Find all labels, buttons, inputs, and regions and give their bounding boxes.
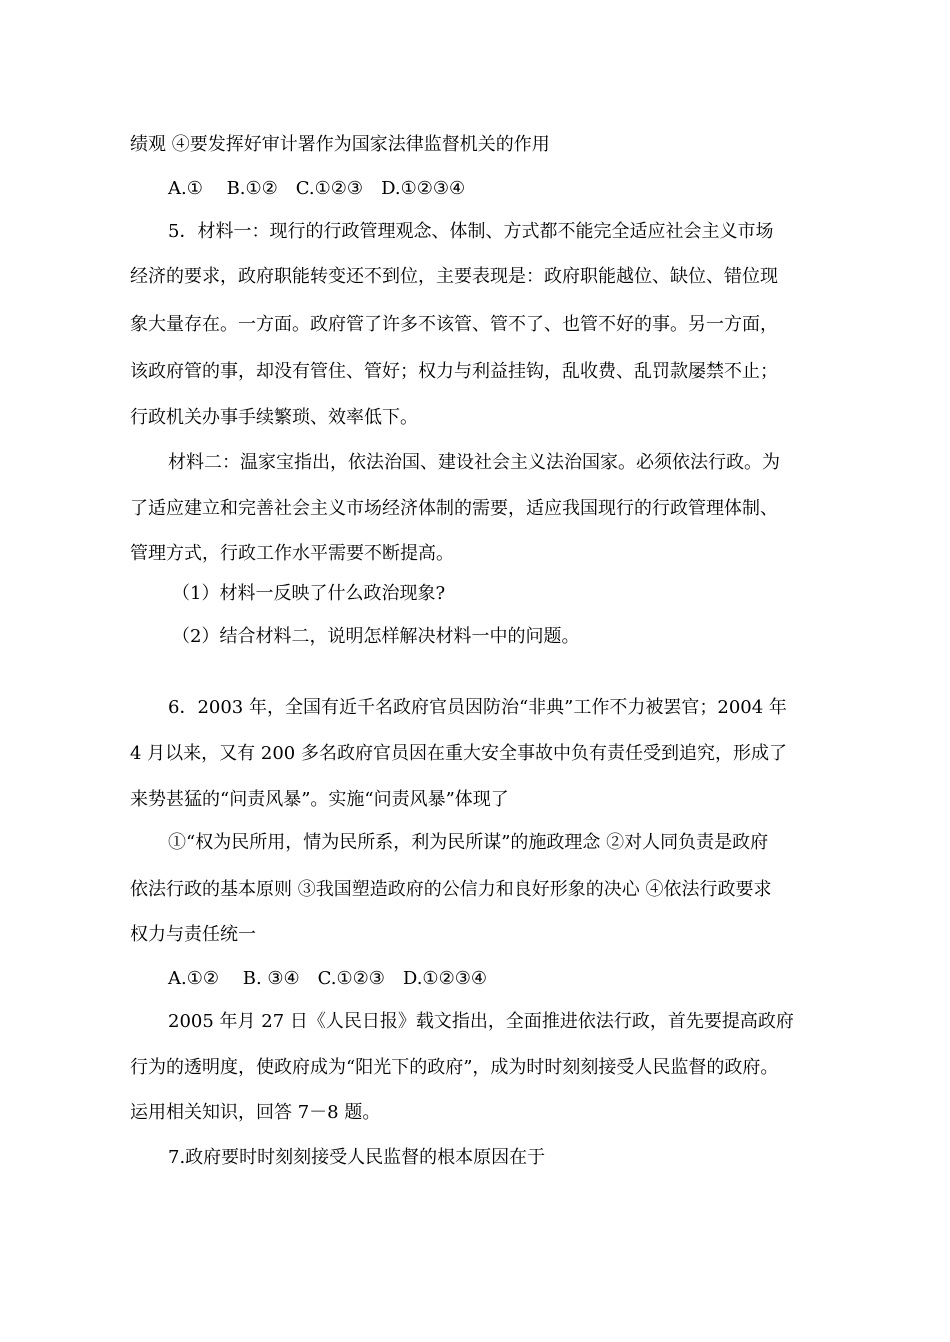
text-line: 了适应建立和完善社会主义市场经济体制的需要，适应我国现行的行政管理体制、	[130, 498, 778, 519]
sub-question-2: （2）结合材料二，说明怎样解决材料一中的问题。	[172, 626, 580, 647]
text-line: 象大量存在。一方面。政府管了许多不该管、管不了、也管不好的事。另一方面，	[130, 314, 778, 335]
text-line: 行政机关办事手续繁琐、效率低下。	[130, 407, 418, 428]
text-line: 权力与责任统一	[130, 924, 256, 945]
answer-options: A.① B.①② C.①②③ D.①②③④	[168, 178, 466, 199]
text-line: 绩观 ④要发挥好审计署作为国家法律监督机关的作用	[130, 134, 550, 155]
text-line: 管理方式，行政工作水平需要不断提高。	[130, 543, 454, 564]
text-line: 运用相关知识，回答 7－8 题。	[130, 1102, 381, 1123]
text-line: 经济的要求，政府职能转变还不到位，主要表现是：政府职能越位、缺位、错位现	[130, 266, 778, 287]
text-line: 行为的透明度，使政府成为“阳光下的政府”，成为时时刻刻接受人民监督的政府。	[130, 1057, 779, 1078]
statement-line: ①“权为民所用，情为民所系，利为民所谋”的施政理念 ②对人同负责是政府	[168, 832, 769, 853]
text-line: 依法行政的基本原则 ③我国塑造政府的公信力和良好形象的决心 ④依法行政要求	[130, 879, 772, 900]
question-6-line: 6．2003 年，全国有近千名政府官员因防治“非典”工作不力被罢官；2004 年	[168, 697, 787, 718]
passage-line: 2005 年月 27 日《人民日报》载文指出，全面推进依法行政，首先要提高政府	[168, 1011, 794, 1032]
question-5-line: 5．材料一：现行的行政管理观念、体制、方式都不能完全适应社会主义市场	[168, 221, 774, 242]
answer-options: A.①② B. ③④ C.①②③ D.①②③④	[168, 968, 487, 989]
text-line: 来势甚猛的“问责风暴”。实施“问责风暴”体现了	[130, 789, 509, 810]
sub-question-1: （1）材料一反映了什么政治现象?	[172, 583, 446, 604]
text-line: 该政府管的事，却没有管住、管好；权力与利益挂钩，乱收费、乱罚款屡禁不止；	[130, 361, 778, 382]
material-two-line: 材料二：温家宝指出，依法治国、建设社会主义法治国家。必须依法行政。为	[168, 452, 780, 473]
text-line: 4 月以来，又有 200 多名政府官员因在重大安全事故中负有责任受到追究，形成了	[130, 743, 787, 764]
question-7-line: 7.政府要时时刻刻接受人民监督的根本原因在于	[168, 1147, 546, 1168]
